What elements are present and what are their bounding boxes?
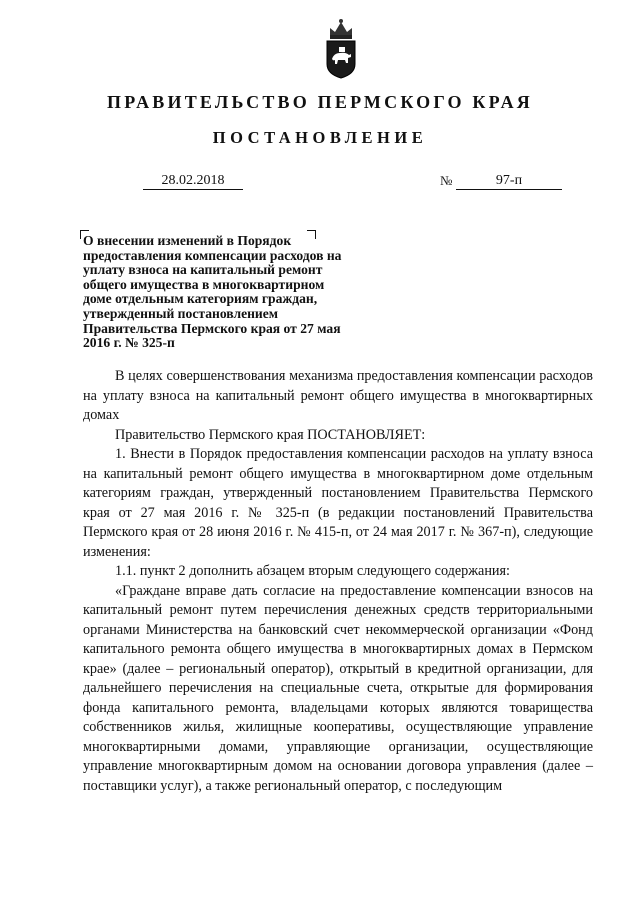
number-sign: № — [440, 173, 453, 188]
book-icon — [339, 47, 345, 52]
government-title: ПРАВИТЕЛЬСТВО ПЕРМСКОГО КРАЯ — [107, 92, 533, 112]
document-type: ПОСТАНОВЛЕНИЕ — [212, 128, 428, 147]
coat-of-arms-emblem — [324, 14, 358, 80]
decree-subject: О внесении изменений в Порядок предоставления компенсации расходов на уплату взноса на капитальный ремонт общего имущества в многоквартирном доме отдельным категориям граждан, утвержденный постановлением Правительства Пермского края от 27 мая 2016 г. № 325-п — [83, 233, 342, 351]
decree-body — [83, 367, 593, 796]
body-paragraph: В целях совершенствования механизма предоставления компенсации расходов на уплату взноса на капитальный ремонт общего имущества в многоквартирных домах — [83, 368, 593, 423]
decree-date: 28.02.2018 — [143, 172, 243, 190]
body-paragraph: Правительство Пермского края ПОСТАНОВЛЯЕТ: — [115, 426, 426, 443]
crown-icon — [330, 19, 352, 39]
decree-number: 97-п — [456, 172, 562, 190]
body-paragraph: 1. Внести в Порядок предоставления компенсации расходов на уплату взноса на капитальный ремонт общего имущества в многоквартирном доме отдельным категориям граждан, утвержденный постановлением Правительства Пермского края от 27 мая 2016 г. № 325-п (в редакции постановлений Правительства Пермского края от 28 июня 2016 г. № 415-п, от 24 мая 2017 г. № 367-п), следующие изменения: — [83, 446, 593, 560]
body-paragraph: «Граждане вправе дать согласие на предоставление компенсации взносов на капитальный ремонт путем перечисления денежных средств территориальными органами Министерства на банковский счет некоммерческой организации «Фонд капитального ремонта общего имущества в многоквартирных домах в Пермском крае» (далее – региональный оператор), открытый в кредитной организации, для дальнейшего перечисления на специальные счета, открытые для формирования фонда капитального ремонта, владельцами которых являются товарищества собственников жилья, жилищные кооперативы, осуществляющие управление многоквартирными домами, управляющие организации, осуществляющие управление многоквартирным домом на основании договора управления (далее – поставщики услуг), а также региональный оператор, с последующим — [83, 582, 593, 794]
body-paragraph: 1.1. пункт 2 дополнить абзацем вторым следующего содержания: — [115, 563, 510, 579]
